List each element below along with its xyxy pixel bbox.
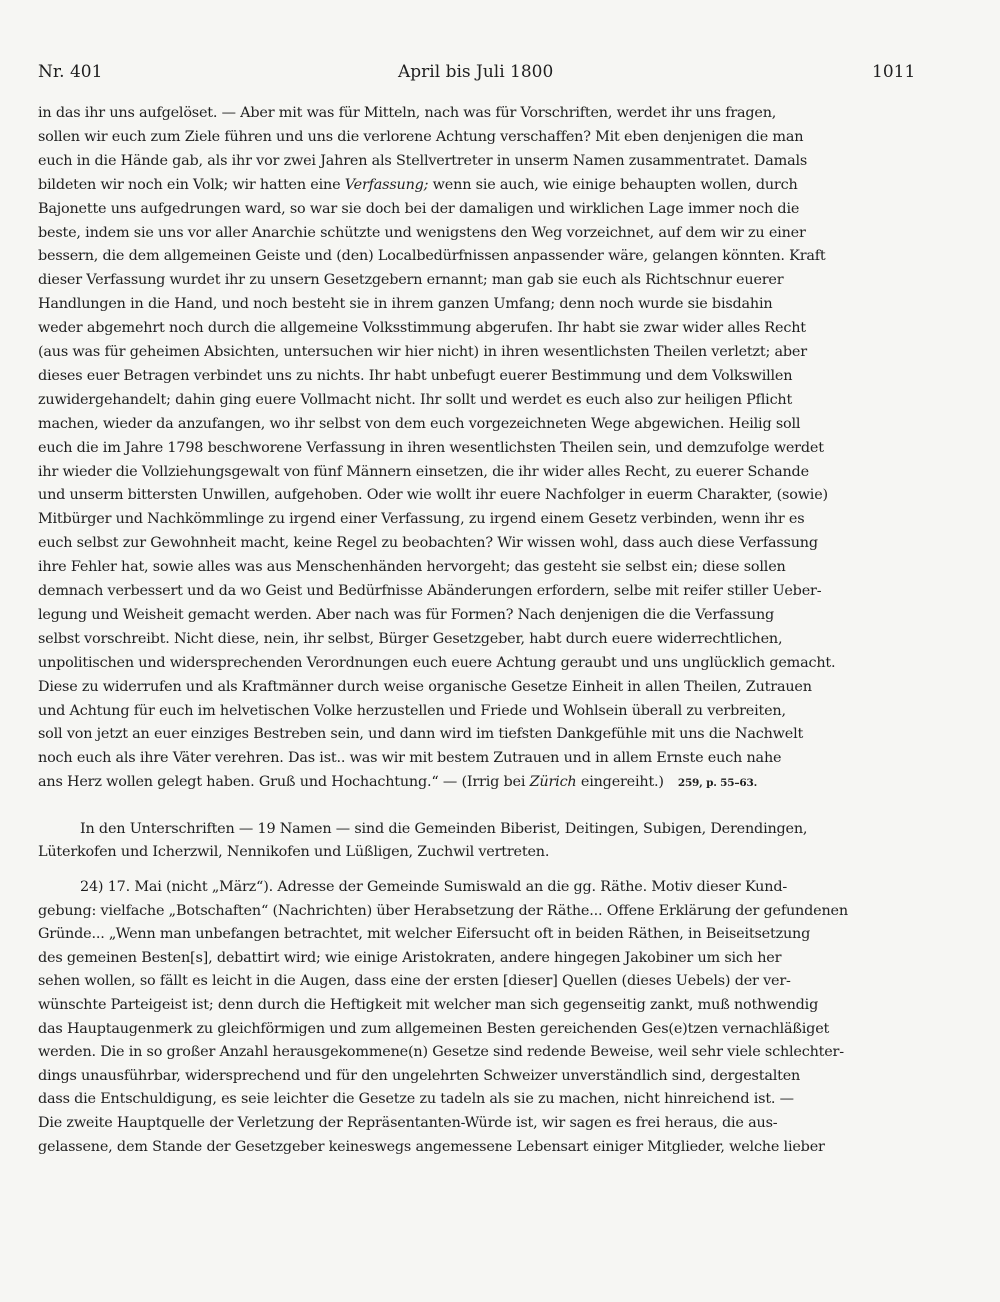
text-line bbox=[38, 389, 920, 412]
line-text: eingereiht.) bbox=[576, 774, 664, 791]
text-line bbox=[38, 150, 920, 173]
line-text: demnach verbessert und da wo Geist und Bedürfnisse Abänderungen erfordern, selbe mit reifer stiller Ueber- bbox=[38, 583, 822, 599]
line-text: machen, wieder da anzufangen, wo ihr selbst von dem euch vorgezeichneten Wege abgewichen. Heilig soll bbox=[38, 415, 801, 432]
text-line bbox=[38, 317, 920, 340]
line-text: ans Herz wollen gelegt haben. Gruß und Hochachtung.“ — (Irrig bei bbox=[38, 774, 530, 791]
italic-text: Verfassung; bbox=[344, 176, 429, 193]
text-line bbox=[38, 341, 920, 364]
text-line bbox=[38, 994, 920, 1017]
text-line bbox=[38, 676, 920, 699]
line-text: sollen wir euch zum Ziele führen und uns die verlorene Achtung verschaffen? Mit eben denjenigen die man bbox=[38, 128, 804, 145]
line-text: des gemeinen Besten[s], debattirt wird; wie einige Aristokraten, andere hingegen Jakobiner um sich her bbox=[38, 949, 782, 966]
line-text: Gründe... „Wenn man unbefangen betrachtet, mit welcher Eifersucht oft in beiden Räthen, in Beiseitsetzung bbox=[38, 926, 811, 943]
italic-text: Zürich bbox=[529, 774, 577, 791]
text-line bbox=[38, 1065, 920, 1088]
line-text: dieses euer Betragen verbindet uns zu nichts. Ihr habt unbefugt euerer Bestimmung und dem Volkswillen bbox=[38, 367, 793, 384]
line-text: gelassene, dem Stande der Gesetzgeber keineswegs angemessene Lebensart einiger Mitglieder, welche lieber bbox=[38, 1138, 825, 1155]
line-text: sehen wollen, so fällt es leicht in die Augen, dass eine der ersten [dieser] Quellen (dieses Uebels) der ver- bbox=[38, 973, 791, 990]
text-line bbox=[38, 1112, 920, 1135]
line-text: 24) 17. Mai (nicht „März“). Adresse der Gemeinde Sumiswald an die gg. Räthe. Motiv dieser Kund- bbox=[80, 879, 787, 895]
page-number: 1011 bbox=[872, 62, 916, 82]
line-text: zuwidergehandelt; dahin ging euere Vollmacht nicht. Ihr sollt und werdet es euch also zur heiligen Pflicht bbox=[38, 391, 793, 408]
text-line bbox=[80, 818, 920, 841]
text-line bbox=[38, 484, 920, 507]
line-text: legung und Weisheit gemacht werden. Aber nach was für Formen? Nach denjenigen die die Verfassung bbox=[38, 606, 775, 623]
line-text: selbst vorschreibt. Nicht diese, nein, ihr selbst, Bürger Gesetzgeber, habt durch euere widerrechtlichen, bbox=[38, 630, 783, 647]
line-text: Lüterkofen und Icherzwil, Nennikofen und Lüßligen, Zuchwil vertreten. bbox=[38, 844, 550, 860]
text-line bbox=[80, 876, 920, 899]
line-text: wünschte Parteigeist ist; denn durch die Heftigkeit mit welcher man sich gegenseitig zankt, muß nothwendig bbox=[38, 997, 819, 1013]
line-text: euch in die Hände gab, als ihr vor zwei Jahren als Stellvertreter in unserm Namen zusammentratet. Damals bbox=[38, 152, 808, 169]
line-text: dass die Entschuldigung, es seie leichter die Gesetze zu tadeln als sie zu machen, nicht hinreichend ist. — bbox=[38, 1091, 794, 1108]
text-line bbox=[38, 628, 920, 651]
text-line bbox=[38, 604, 920, 627]
text-line bbox=[38, 700, 920, 723]
text-line bbox=[38, 1088, 920, 1111]
line-text: werden. Die in so großer Anzahl herausgekommene(n) Gesetze sind redende Beweise, weil sehr viele schlechter- bbox=[38, 1044, 844, 1061]
line-text: bessern, die dem allgemeinen Geiste und (den) Localbedürfnissen anpassender wäre, gelangen könnten. Kraft bbox=[38, 248, 826, 265]
text-line bbox=[38, 947, 920, 970]
line-text: beste, indem sie uns vor aller Anarchie schützte und wenigstens den Weg vorzeichnet, auf dem wir zu einer bbox=[38, 224, 806, 241]
text-line bbox=[38, 461, 920, 484]
text-line bbox=[38, 174, 920, 197]
running-title: April bis Juli 1800 bbox=[398, 62, 554, 82]
page-header bbox=[0, 62, 1000, 86]
line-text: Handlungen in die Hand, und noch besteht sie in ihrem ganzen Umfang; denn noch wurde sie bisdahin bbox=[38, 296, 773, 313]
text-line bbox=[38, 1041, 920, 1064]
text-line bbox=[38, 126, 920, 149]
text-line bbox=[38, 923, 920, 946]
text-line bbox=[38, 532, 920, 555]
text-line bbox=[38, 652, 920, 675]
line-text: Diese zu widerrufen und als Kraftmänner durch weise organische Gesetze Einheit in allen Theilen, Zutrauen bbox=[38, 678, 812, 695]
line-text: weder abgemehrt noch durch die allgemeine Volksstimmung abgerufen. Ihr habt sie zwar wider alles Recht bbox=[38, 320, 806, 337]
line-text: ihr wieder die Vollziehungsgewalt von fünf Männern einsetzen, die ihr wider alles Recht, zu euerer Schande bbox=[38, 463, 809, 480]
line-text: Bajonette uns aufgedrungen ward, so war sie doch bei der damaligen und wirklichen Lage immer noch die bbox=[38, 200, 800, 217]
text-line bbox=[38, 222, 920, 245]
document-number: Nr. 401 bbox=[38, 62, 103, 82]
text-line bbox=[38, 580, 920, 603]
line-text: und unserm bittersten Unwillen, aufgehoben. Oder wie wollt ihr euere Nachfolger in euerm Charakter, (sowie) bbox=[38, 487, 828, 504]
text-line bbox=[38, 771, 920, 794]
text-line bbox=[38, 1018, 920, 1041]
text-line bbox=[38, 102, 920, 125]
text-line bbox=[38, 437, 920, 460]
line-text: unpolitischen und widersprechenden Verordnungen euch euere Achtung geraubt und uns unglücklich gemacht. bbox=[38, 654, 836, 671]
text-line bbox=[38, 245, 920, 268]
line-text: wenn sie auch, wie einige behaupten wollen, durch bbox=[428, 176, 798, 193]
line-text: euch die im Jahre 1798 beschworene Verfassung in ihren wesentlichsten Theilen sein, und demzufolge werdet bbox=[38, 439, 824, 456]
line-text: soll von jetzt an euer einziges Bestreben sein, und dann wird im tiefsten Dankgefühle mit uns die Nachwelt bbox=[38, 726, 804, 743]
text-line bbox=[38, 508, 920, 531]
line-text: dieser Verfassung wurdet ihr zu unsern Gesetzgebern ernannt; man gab sie euch als Richtschnur euerer bbox=[38, 272, 784, 289]
line-text: ihre Fehler hat, sowie alles was aus Menschenhänden hervorgeht; das gesteht sie selbst ein; diese sollen bbox=[38, 559, 786, 576]
text-line bbox=[38, 556, 920, 579]
line-text: dings unausführbar, widersprechend und für den ungelehrten Schweizer unverständlich sind, dergestalten bbox=[38, 1067, 801, 1084]
line-text: Mitbürger und Nachkömmlinge zu irgend einer Verfassung, zu irgend einem Gesetz verbinden, wenn ihr es bbox=[38, 511, 805, 528]
text-line bbox=[38, 723, 920, 746]
line-text: euch selbst zur Gewohnheit macht, keine Regel zu beobachten? Wir wissen wohl, dass auch diese Verfassung bbox=[38, 535, 818, 552]
text-line bbox=[38, 1136, 920, 1159]
text-line bbox=[38, 269, 920, 292]
line-text: In den Unterschriften — 19 Namen — sind die Gemeinden Biberist, Deitingen, Subigen, Derendingen, bbox=[80, 821, 808, 837]
line-text: bildeten wir noch ein Volk; wir hatten eine bbox=[38, 176, 345, 193]
text-line bbox=[38, 198, 920, 221]
source-reference: 259, p. 55–63. bbox=[677, 777, 758, 790]
line-text: das Hauptaugenmerk zu gleichförmigen und zum allgemeinen Besten gereichenden Ges(e)tzen vernachläßiget bbox=[38, 1020, 830, 1037]
line-text: gebung: vielfache „Botschaften“ (Nachrichten) über Herabsetzung der Räthe... Offene Erklärung der gefundenen bbox=[38, 902, 848, 919]
text-line bbox=[38, 747, 920, 770]
line-text: in das ihr uns aufgelöset. — Aber mit was für Mitteln, nach was für Vorschriften, werdet ihr uns fragen, bbox=[38, 105, 777, 121]
line-text: noch euch als ihre Väter verehren. Das ist.. was wir mit bestem Zutrauen und in allem Ernste euch nahe bbox=[38, 750, 782, 767]
line-text: und Achtung für euch im helvetischen Volke herzustellen und Friede und Wohlsein überall zu verbreiten, bbox=[38, 702, 786, 719]
text-line bbox=[38, 970, 920, 993]
text-line bbox=[38, 900, 920, 923]
text-line bbox=[38, 413, 920, 436]
line-text: Die zweite Hauptquelle der Verletzung der Repräsentanten-Würde ist, wir sagen es frei heraus, die aus- bbox=[38, 1115, 778, 1131]
text-line bbox=[38, 841, 920, 864]
line-text: (aus was für geheimen Absichten, untersuchen wir hier nicht) in ihren wesentlichsten Theilen verletzt; aber bbox=[38, 344, 807, 360]
text-line bbox=[38, 365, 920, 388]
text-line bbox=[38, 293, 920, 316]
